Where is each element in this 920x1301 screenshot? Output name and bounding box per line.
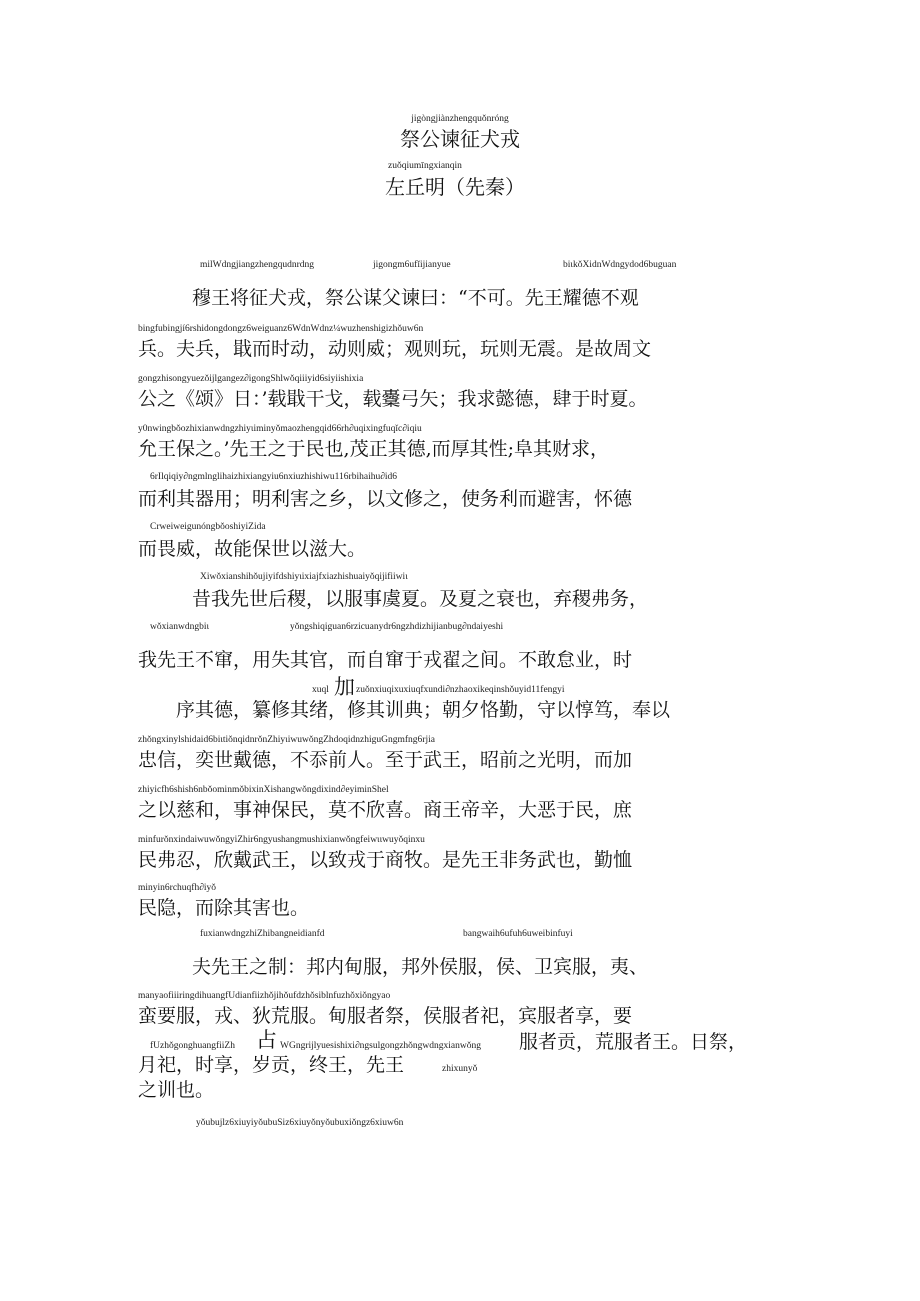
pinyin-line: WGngrijlyuesishixi∂ngsulgongzhǒngwdngxianwǒng: [280, 1041, 482, 1051]
text-line: 月祀，时享，岁贡，终王，先王: [138, 1054, 405, 1076]
pinyin-line: fuxianwdngzhiZhibangneidianfd: [200, 929, 325, 939]
text-line: 序其德，纂修其绪，修其训典；朝夕恪勤，守以惇笃，奉以: [176, 699, 671, 721]
pinyin-line: zhixunyǒ: [442, 1064, 478, 1074]
text-line: 我先王不窜，用失其官，而自窜于戎翟之间。不敢怠业，时: [138, 649, 633, 671]
text-line: 之训也。: [138, 1079, 215, 1101]
text-line: 忠信，奕世戴德，不忝前人。至于武王，昭前之光明，而加: [138, 749, 633, 771]
author-pinyin: zuǒqiumīngxianqin: [388, 161, 462, 171]
text-line: 蛮要服，戎、狄荒服。甸服者祭，侯服者祀，宾服者享，要: [138, 1005, 633, 1027]
pinyin-line: yǒubujlz6xiuyiyǒubuSiz6xiuyǒnyǒubuxiǒngz6xiuw6n: [196, 1118, 404, 1128]
text-line: 兵。夫兵，戢而时动，动则威；观则玩，玩则无震。是故周文: [138, 338, 652, 360]
text-line: 公之《颂》日：’载戢干戈，载櫜弓矢；我求懿德，肆于时夏。: [138, 388, 648, 410]
pinyin-line: zhǒngxinylshidaid6biιtiǒnqidnrǒnZhiyιiwuwǒngZhdoqidnzhiguGngmfng6rjia: [138, 735, 435, 745]
text-line: 民隐，而除其害也。: [138, 897, 310, 919]
text-line: 而畏威，故能保世以滋大。: [138, 538, 367, 560]
text-line: 夫先王之制：邦内甸服，邦外侯服，侯、卫宾服，夷、: [192, 956, 649, 978]
title-pinyin: jigòngjiànzhengquǒnróng: [411, 114, 509, 124]
text-line: 穆王将征犬戎，祭公谋父谏曰：“不可。先王耀德不观: [192, 287, 639, 309]
text-line: 民弗忍，欣戴武王，以致戎于商牧。是先王非务武也，勤恤: [138, 849, 633, 871]
pinyin-line: biιkǒXidnWdngydod6buguan: [563, 260, 677, 270]
author-line: 左丘明（先秦）: [385, 175, 525, 199]
text-line: 允王保之。’先王之于民也,茂正其德,而厚其性;阜其财求，: [138, 438, 610, 460]
inline-glyph: 占: [256, 1028, 277, 1052]
pinyin-line: bangwaih6ufuh6uweibinfuyi: [463, 929, 573, 939]
text-line: 而利其器用；明利害之乡，以文修之，使务利而避害，怀德: [138, 488, 633, 510]
pinyin-line: minfurǒnxindaiwuwǒngyiZhir6ngyushangmushixianwǒngfeiwιιwuyǒqinxu: [138, 835, 425, 845]
pinyin-line: yǒngshiqiguan6rzicuanydr6ngzhdizhijianbug∂ndaiyeshi: [290, 622, 504, 632]
pinyin-line: manyaofiiiringdihuangfUdianfiizhǒjihǒufdzhǒsiblnfuzhǒxiǒngyao: [138, 991, 391, 1001]
pinyin-line: minyin6rchuqfh∂iyǒ: [138, 883, 217, 893]
pinyin-line: 6rIlqiqiy∂ngmlnglihaizhixiangyiu6nxiuzhishiwu116rbihaihu∂id6: [150, 472, 398, 482]
text-line: 服者贡，荒服者王。日祭，: [519, 1031, 748, 1053]
pinyin-line: zuǒnxiuqixuxiuqfxundi∂nzhaoxikeqinshǒuyid11fengyi: [356, 685, 565, 695]
pinyin-line: Xiwǒxianshihǒujiyifdshiyιixiajfxiazhishuaiyǒqijifiiwiι: [200, 572, 408, 582]
text-line: 昔我先世后稷，以服事虞夏。及夏之衰也，弃稷弗务，: [192, 588, 649, 610]
pinyin-line: gongzhisongyuezǒijlgangez∂igongShlwǒqiiiyid6siyiishixia: [138, 374, 364, 384]
pinyin-line: milWdngjiangzhengqudnrdng: [200, 260, 314, 270]
page-title: 祭公谏征犬戎: [400, 127, 520, 151]
text-line: 之以慈和，事神保民，莫不欣喜。商王帝辛，大恶于民，庶: [138, 799, 633, 821]
pinyin-line: zhiyicfh6shish6nbǒominmǒbixinXishangwǒngdixind∂eyiminShel: [138, 785, 389, 795]
pinyin-line: wǒxianwdngbiι: [150, 622, 210, 632]
pinyin-line: jigongm6ufǐijianyue: [373, 260, 451, 270]
inline-glyph: 加: [334, 675, 355, 699]
pinyin-line: bingfubingjí6rshidongdongz6weiguanz6WdnWdnz¼wuzhenshigizhǒuw6n: [138, 324, 424, 334]
pinyin-line: fUzhǒgonghuangfiiZh: [150, 1041, 235, 1051]
pinyin-line: y0nwingbǒozhixianwdngzhiyιiminyǒmaozhengqid66rh∂uqixingfuqǐc∂iqiu: [138, 424, 422, 434]
pinyin-line: CrweiweigunóngbǒoshiyiZida: [150, 522, 266, 532]
pinyin-line: xuql: [312, 685, 329, 695]
